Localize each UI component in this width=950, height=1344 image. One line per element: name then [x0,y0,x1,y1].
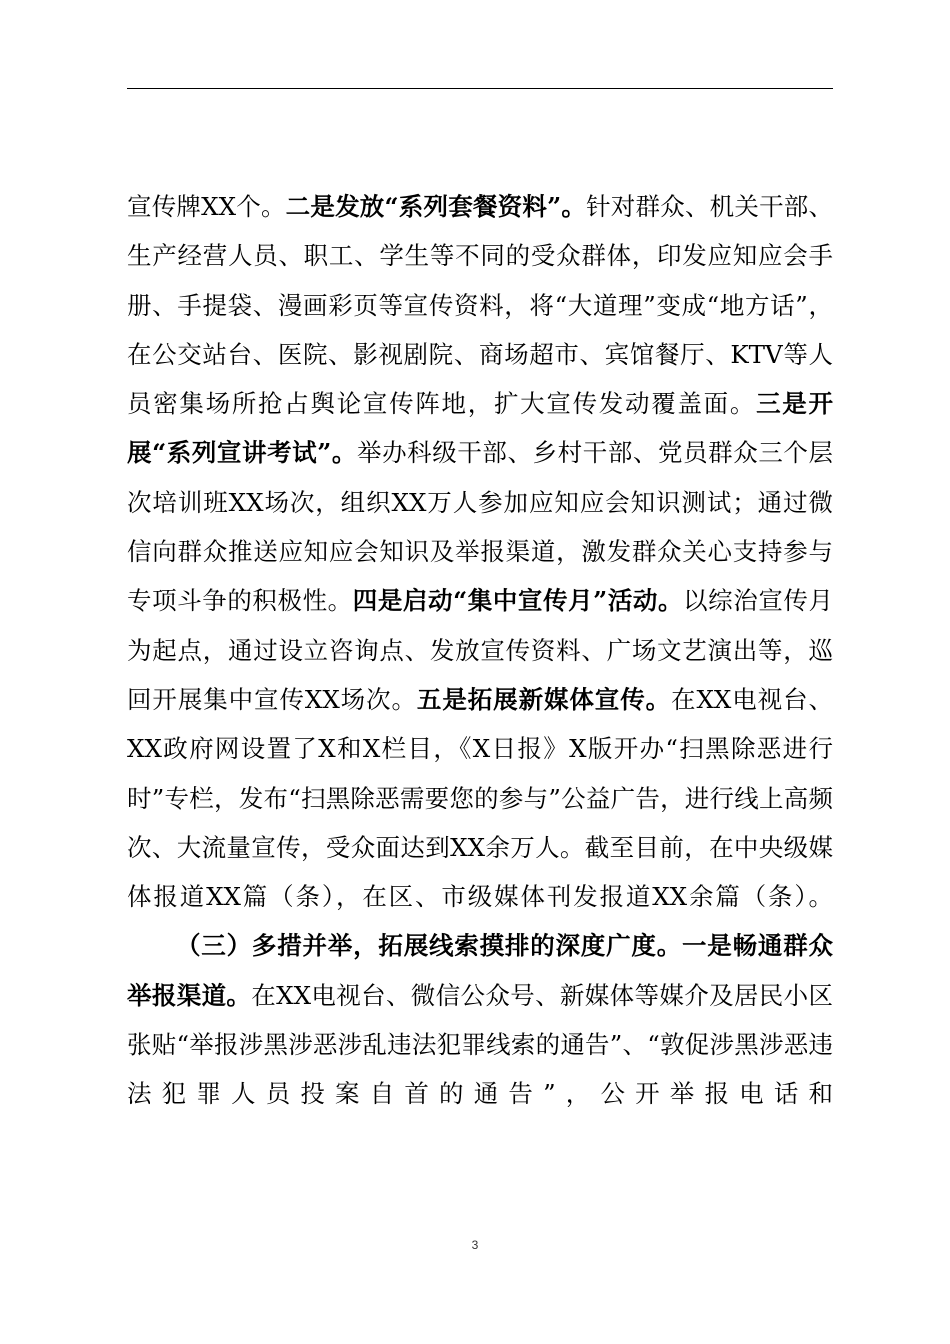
text-run: 针对群众、机关干部、生产经营人员、职工、学生等不同的受众群体，印发应知应会手册、手提袋、漫画彩页等宣传资料，将“大道理”变成“地方话”，在公交站台、医院、影视剧院、商场超市、宾馆餐厅、KTV等人员密集场所抢占舆论宣传阵地，扩大宣传发动覆盖面。 [127,192,833,419]
paragraph-section-three [127,921,833,1118]
bold-run: 一是畅通群众举报渠道。 [127,931,833,1010]
paragraph-continuation [127,182,833,921]
document-body [127,182,833,1119]
header-rule [127,88,833,89]
text-run: 在XX电视台、微信公众号、新媒体等媒介及居民小区张贴“举报涉黑涉恶涉乱违法犯罪线索的通告”、“敦促涉黑涉恶违法犯罪人员投案自首的通告”，公开举报电话和 [127,980,833,1109]
bold-run: 三是开展“系列宣讲考试”。 [127,389,834,468]
page-number: 3 [471,1238,479,1252]
text-run: 宣传牌XX个。 [127,192,286,221]
text-run: 在XX电视台、XX政府网设置了X和X栏目，《X日报》X版开办“扫黑除恶进行时”专栏，发布“扫黑除恶需要您的参与”公益广告，进行线上高频次、大流量宣传，受众面达到XX余万人。截至目前，在中央级媒体报道XX篇（条），在区、市级媒体刊发报道XX余篇（条）。 [127,684,833,912]
text-run: 以综治宣传月为起点，通过设立咨询点、发放宣传资料、广场文艺演出等，巡回开展集中宣传XX场次。 [127,586,834,714]
text-run: 举办科级干部、乡村干部、党员群众三个层次培训班XX场次，组织XX万人参加应知应会知识测试；通过微信向群众推送应知应会知识及举报渠道，激发群众关心支持参与专项斗争的积极性。 [127,438,834,616]
bold-run: 五是拓展新媒体宣传。 [416,684,672,714]
bold-run: 二是发放“系列套餐资料”。 [285,192,587,221]
section-heading: （三）多措并举，拓展线索摸排的深度广度。 [176,931,682,961]
bold-run: 四是启动“集中宣传月”活动。 [352,586,684,616]
